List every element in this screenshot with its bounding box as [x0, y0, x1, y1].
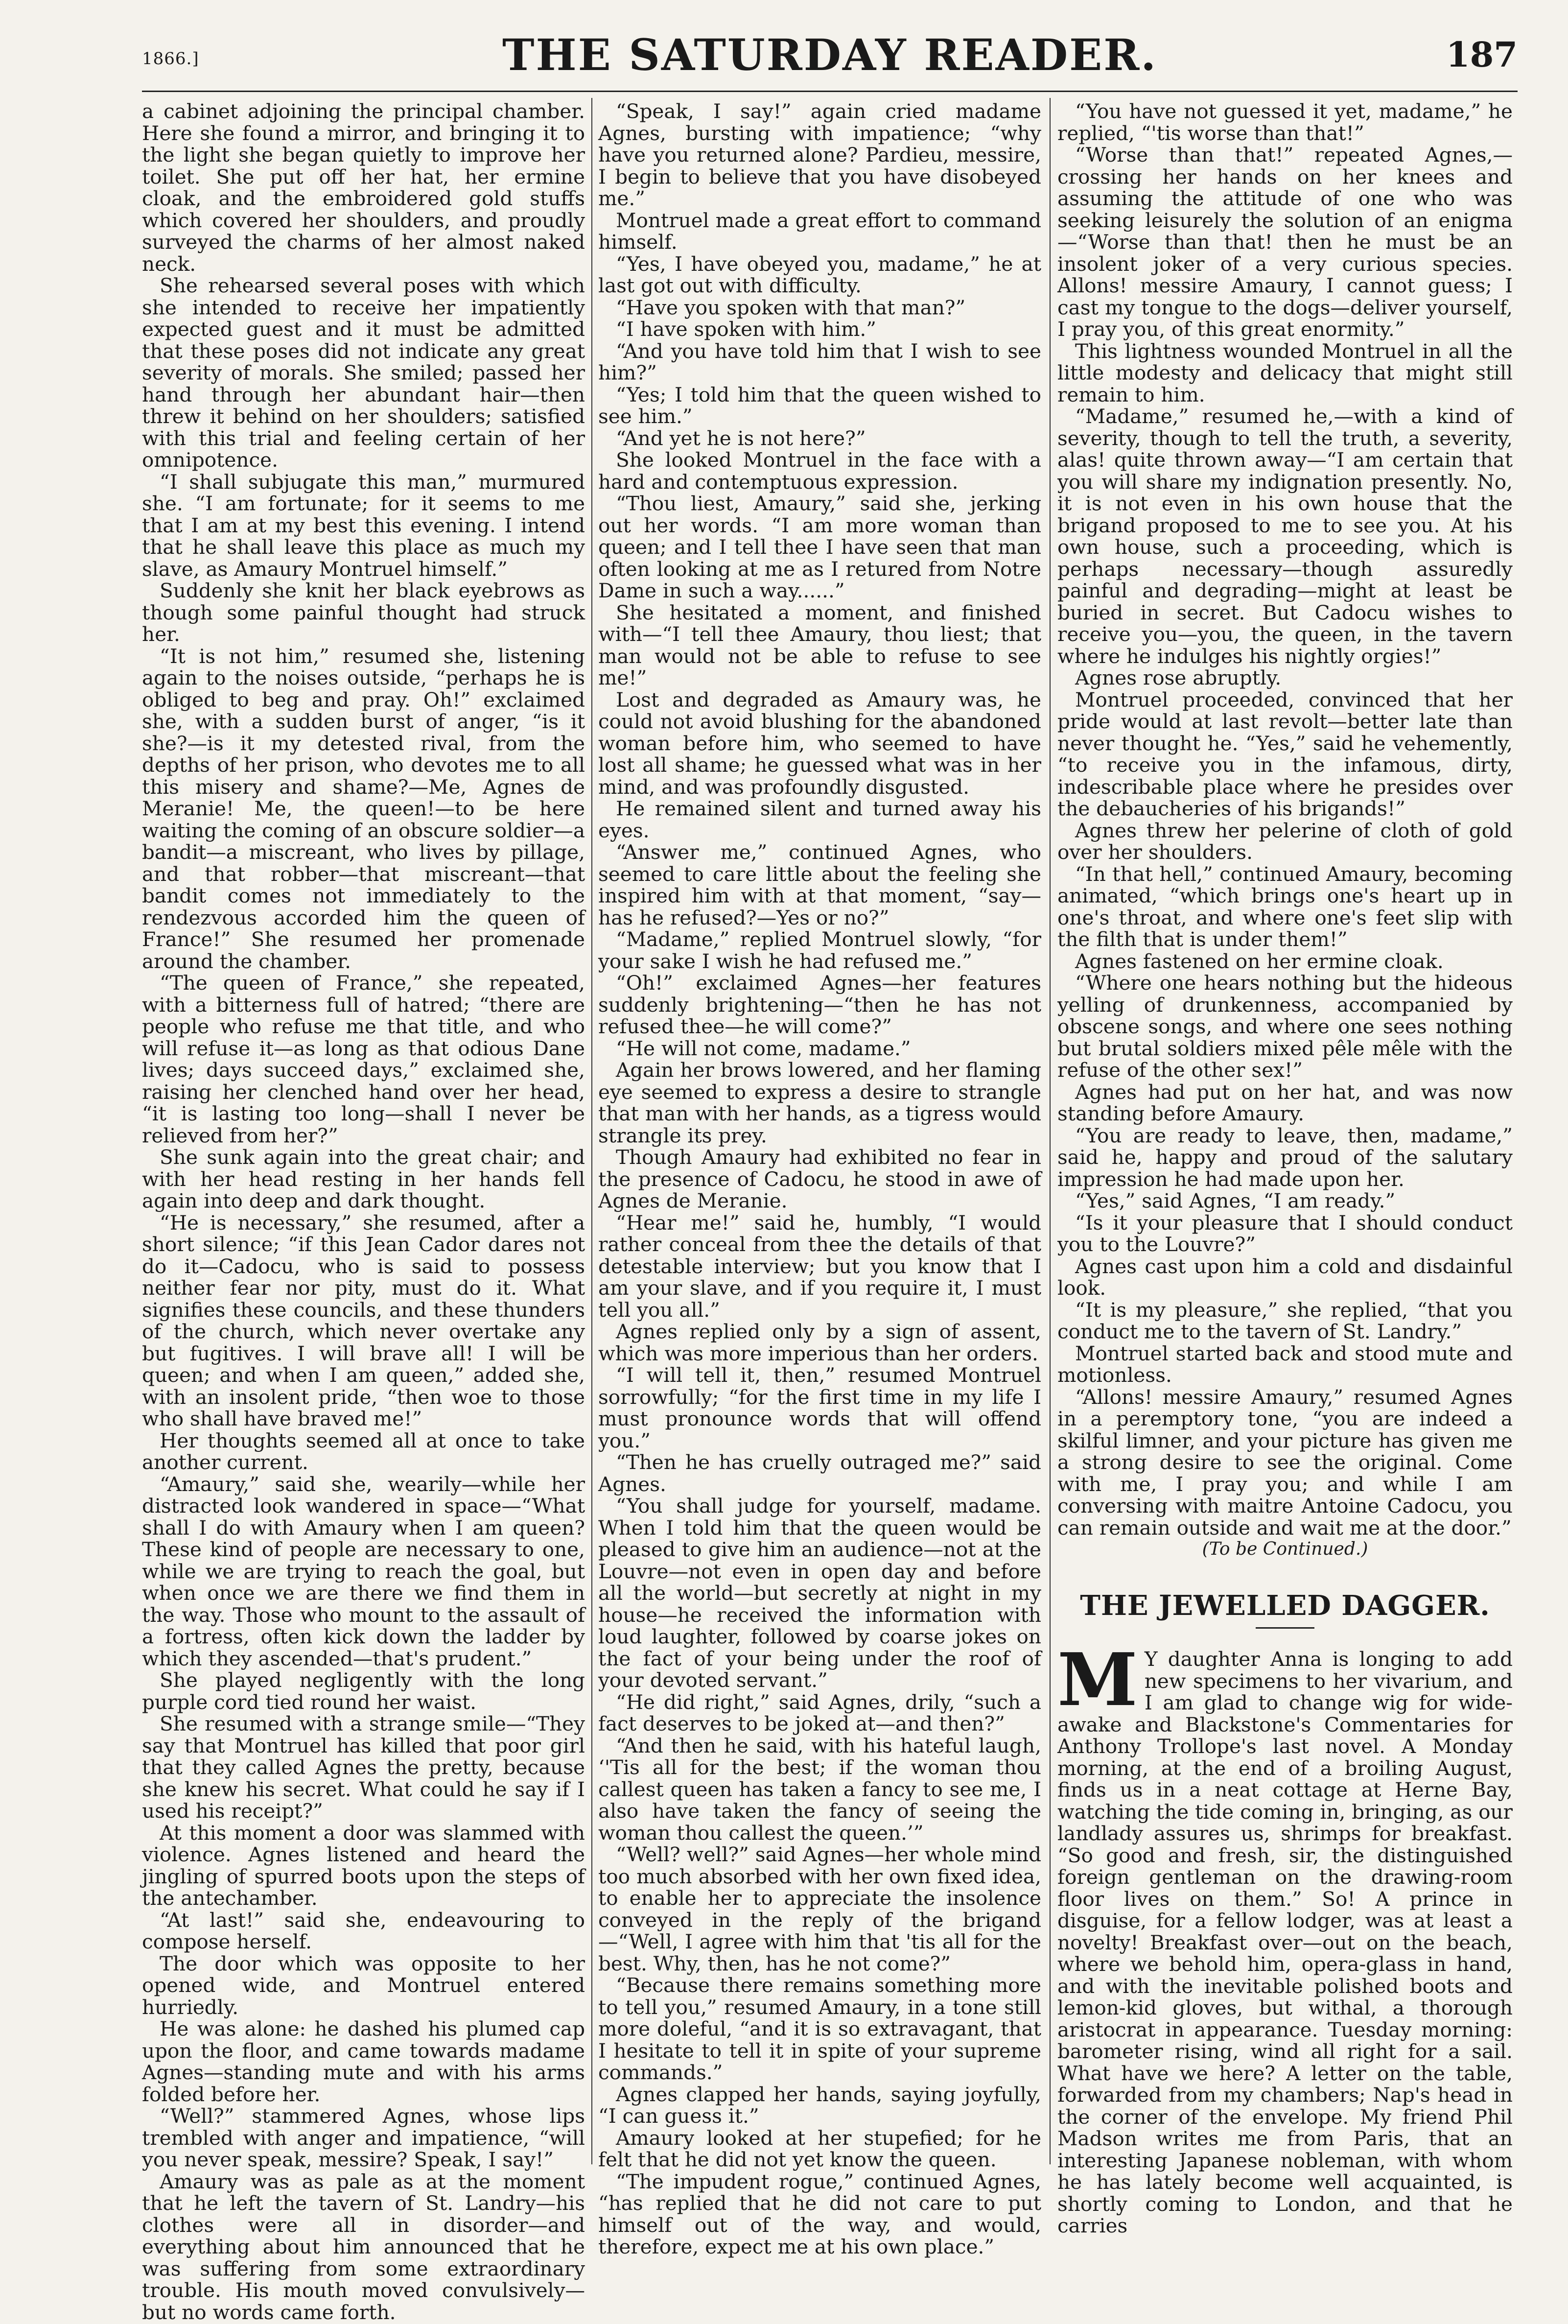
publication-title: THE SATURDAY READER. [502, 29, 1158, 80]
paragraph: “Yes,” said Agnes, “I am ready.” [1075, 1189, 1396, 1212]
paragraph: “Answer me,” continued Agnes, who seemed to care little about the feeling she inspired him with at that moment, “say—has he refused?—Yes or no?” [598, 840, 1041, 929]
column-divider [1050, 98, 1051, 2164]
paragraph: “And yet he is not here?” [616, 426, 866, 450]
paragraph: Though Amaury had exhibited no fear in the presence of Cadocu, he stood in awe of Agnes de Meranie. [598, 1145, 1041, 1212]
paragraph: “Amaury,” said she, wearily—while her distracted look wandered in space—“What shall I do with Amaury when I am queen? These kind of people are necessary to one, while we are trying to reach the goal, but when once we are there we find them in the way. Those who mount to the assault of a fortress, often kick down the ladder by which they ascended—that's prudent.” [142, 1472, 585, 1670]
paragraph: “Speak, I say!” again cried madame Agnes, bursting with impatience; “why have you returned alone? Pardieu, messire, I begin to believe that you have disobeyed me.” [598, 99, 1041, 210]
page-number: 187 [1446, 34, 1518, 75]
paragraph: Agnes fastened on her ermine cloak. [1075, 949, 1444, 973]
paragraph: “Is it your pleasure that I should conduct you to the Louvre?” [1057, 1210, 1513, 1256]
paragraph: “Allons! messire Amaury,” resumed Agnes in a peremptory tone, “you are indeed a skilful limner, and your picture has given me a strong desire to see the original. Come with me, I pray you; and while I am conversing with maitre Antoine Cadocu, you can remain outside and wait me at the door.” [1057, 1385, 1513, 1540]
paragraph: “Yes, I have obeyed you, madame,” he at last got out with difficulty. [598, 252, 1041, 297]
paragraph: “I will tell it, then,” resumed Montruel sorrowfully; “for the first time in my life I must pronounce words that will offend you.” [598, 1363, 1041, 1452]
paragraph: “Where one hears nothing but the hideous yelling of drunkenness, accompanied by obscene songs, and where one sees nothing but brutal soldiers mixed pêle mêle with the refuse of the other sex!” [1057, 971, 1513, 1082]
paragraph: Agnes clapped her hands, saying joyfully, “I can guess it.” [598, 2082, 1041, 2128]
paragraph: She looked Montruel in the face with a hard and contemptuous expression. [598, 448, 1041, 494]
paragraph: “Thou liest, Amaury,” said she, jerking out her words. “I am more woman than queen; and I tell thee I have seen that man often looking at me as I retured from Notre Dame in such a way......” [598, 492, 1041, 602]
paragraph: “In that hell,” continued Amaury, becoming animated, “which brings one's heart up in one's throat, and where one's feet slip with the filth that is under them!” [1057, 862, 1513, 951]
paragraph: He remained silent and turned away his eyes. [598, 797, 1041, 842]
paragraph: “He did right,” said Agnes, drily, “such a fact deserves to be joked at—and then?” [598, 1690, 1041, 1735]
paragraph: He was alone: he dashed his plumed cap upon the floor, and came towards madame Agnes—standing mute and with his arms folded before her. [142, 2017, 585, 2106]
paragraph: “You have not guessed it yet, madame,” he replied, “'tis worse than that!” [1057, 99, 1513, 145]
paragraph: “Hear me!” said he, humbly, “I would rather conceal from thee the details of that detestable interview; but you know that I am your slave, and if you require it, I must tell you all.” [598, 1210, 1041, 1322]
paragraph: Again her brows lowered, and her flaming eye seemed to express a desire to strangle that man with her hands, as a tigress would strangle its prey. [598, 1058, 1041, 1147]
paragraph: “Well?” stammered Agnes, whose lips trembled with anger and impatience, “will you never speak, messire? Speak, I say!” [142, 2104, 585, 2171]
paragraph: “At last!” said she, endeavouring to compose herself. [142, 1908, 585, 1953]
paragraph: Her thoughts seemed all at once to take another current. [142, 1428, 585, 1474]
column-3-story [1057, 100, 1513, 1539]
column-divider [591, 98, 592, 2164]
paragraph: Agnes threw her pelerine of cloth of gold over her shoulders. [1057, 818, 1513, 864]
paragraph: She sunk again into the great chair; and with her head resting in her hands fell again into deep and dark thought. [142, 1145, 585, 1212]
article-text: Y daughter Anna is longing to add new specimens to her vivarium, and I am glad to change wig for wide-awake and Blackstone's Commentaries for Anthony Trollope's last novel. A Monday morning, at the end of a broiling August, finds us in a neat cottage at Herne Bay, watching the tide coming in, bringing, as our landlady assures us, shrimps for breakfast. “So good and fresh, sir, the distinguished foreign gentleman on the drawing-room floor lives on them.” So! A prince in disguise, for a fellow lodger, was at least a novelty! Breakfast over—out on the beach, where we behold him, opera-glass in hand, and with the inevitable polished boots and lemon-kid gloves, but withal, a thorough aristocrat in appearance. Tuesday morning: barometer rising, wind all right for a sail. What have we here? A letter on the table, forwarded from my chambers; Nap's head in the corner of the envelope. My friend Phil Madson writes me from Paris, that an interesting Japanese nobleman, with whom he has lately become well acquainted, is shortly coming to London, and that he carries [1057, 1647, 1513, 2237]
paragraph: “It is my pleasure,” she replied, “that you conduct me to the tavern of St. Landry.” [1057, 1298, 1513, 1343]
header-rule [142, 91, 1518, 92]
column-2 [598, 99, 1041, 2258]
paragraph: “The queen of France,” she repeated, with a bitterness full of hatred; “there are people who refuse me that title, and who will refuse it—as long as that odious Dane lives; days succeed days,” exclaimed she, raising her clenched hand over her head, “it is lasting too long—shall I never be relieved from her?” [142, 971, 585, 1147]
paragraph: She hesitated a moment, and finished with—“I tell thee Amaury, thou liest; that man would not be able to refuse to see me!” [598, 600, 1041, 689]
paragraph: “He is necessary,” she resumed, after a short silence; “if this Jean Cador dares not do it—Cadocu, who is said to possess neither fear nor pity, must do it. What signifies these councils, and these thunders of the church, which never overtake any but fugitives. I will brave all! I will be queen; and when I am queen,” added she, with an insolent pride, “then woe to those who shall have braved me!” [142, 1210, 585, 1430]
paragraph: “Worse than that!” repeated Agnes,—crossing her hands on her knees and assuming the attitude of one who was seeking leisurely the solution of an enigma—“Worse than that! then he must be an insolent joker of a very curious species. Allons! messire Amaury, I cannot guess; I cast my tongue to the dogs—deliver yourself, I pray you, of this great enormity.” [1057, 143, 1513, 341]
paragraph: Suddenly she knit her black eyebrows as though some painful thought had struck her. [142, 579, 585, 646]
title-rule [1256, 1627, 1314, 1629]
to-be-continued: (To be Continued.) [1202, 1539, 1368, 1559]
paragraph: a cabinet adjoining the principal chamber. Here she found a mirror, and bringing it to the light she began quietly to improve her toilet. She put off her hat, her ermine cloak, and the embroidered gold stuffs which covered her shoulders, and proudly surveyed the charms of her almost naked neck. [142, 99, 585, 276]
paragraph: “Yes; I told him that the queen wished to see him.” [598, 382, 1041, 428]
paragraph: “And you have told him that I wish to see him?” [598, 339, 1041, 384]
column-3 [1057, 99, 1513, 2237]
paragraph: “Oh!” exclaimed Agnes—her features suddenly brightening—“then he has not refused thee—he will come?” [598, 971, 1041, 1038]
paragraph: Agnes rose abruptly. [1075, 666, 1282, 689]
paragraph: “Have you spoken with that man?” [616, 295, 966, 319]
paragraph: “Madame,” replied Montruel slowly, “for your sake I wish he had refused me.” [598, 927, 1041, 973]
article-title: THE JEWELLED DAGGER. [1080, 1589, 1490, 1622]
paragraph: “The impudent rogue,” continued Agnes, “has replied that he did not care to put himself out of the way, and would, therefore, expect me at his own place.” [598, 2169, 1041, 2258]
paragraph: Montruel proceeded, convinced that her pride would at last revolt—better late than never thought he. “Yes,” said he vehemently, “to receive you in the infamous, dirty, indescribable place where he presides over the debaucheries of his brigands!” [1057, 688, 1513, 820]
paragraph: “Then he has cruelly outraged me?” said Agnes. [598, 1450, 1041, 1496]
paragraph: Amaury was as pale as at the moment that he left the tavern of St. Landry—his clothes were all in disorder—and everything about him announced that he was suffering from some extraordinary trouble. His mouth moved convulsively—but no words came forth. [142, 2169, 585, 2324]
paragraph: Amaury looked at her stupefied; for he felt that he did not yet know the queen. [598, 2126, 1041, 2171]
paragraph: Lost and degraded as Amaury was, he could not avoid blushing for the abandoned woman before him, who seemed to have lost all shame; he guessed what was in her mind, and was profoundly disgusted. [598, 688, 1041, 799]
paragraph: “It is not him,” resumed she, listening again to the noises outside, “perhaps he is obliged to beg and pray. Oh!” exclaimed she, with a sudden burst of anger, “is it she?—is it my detested rival, from the depths of her prison, who devotes me to all this misery and shame?—Me, Agnes de Meranie! Me, the queen!—to be here waiting the coming of an obscure soldier—a bandit—a miscreant, who lives by pillage, and that robber—that miscreant—that bandit comes not immediately to the rendezvous accorded him the queen of France!” She resumed her promenade around the chamber. [142, 644, 585, 973]
paragraph: “Well? well?” said Agnes—her whole mind too much absorbed with her own fixed idea, to enable her to appreciate the insolence conveyed in the reply of the brigand—“Well, I agree with him that 'tis all for the best. Why, then, has he not come?” [598, 1843, 1041, 1975]
paragraph: “You are ready to leave, then, madame,” said he, happy and proud of the salutary impression he had made upon her. [1057, 1123, 1513, 1191]
paragraph: She resumed with a strange smile—“They say that Montruel has killed that poor girl that they called Agnes the pretty, because she knew his secret. What could he say if I used his receipt?” [142, 1712, 585, 1823]
paragraph: “I shall subjugate this man,” murmured she. “I am fortunate; for it seems to me that I am at my best this evening. I intend that he shall leave this place as much my slave, as Amaury Montruel himself.” [142, 470, 585, 581]
paragraph: This lightness wounded Montruel in all the little modesty and delicacy that might still remain to him. [1057, 339, 1513, 406]
paragraph: “Because there remains something more to tell you,” resumed Amaury, in a tone still more doleful, “and it is so extravagant, that I hesitate to tell it in spite of your supreme commands.” [598, 1973, 1041, 2084]
paragraph: Agnes cast upon him a cold and disdainful look. [1057, 1254, 1513, 1300]
issue-year: 1866.] [142, 49, 199, 69]
paragraph: Montruel started back and stood mute and motionless. [1057, 1341, 1513, 1387]
masthead [142, 29, 1518, 88]
paragraph: “I have spoken with him.” [616, 317, 876, 341]
paragraph: Agnes replied only by a sign of assent, which was more imperious than her orders. [598, 1320, 1041, 1365]
paragraph: “He will not come, madame.” [616, 1036, 911, 1060]
paragraph: “And then he said, with his hateful laugh, ‘'Tis all for the best; if the woman thou callest queen has taken a fancy to see me, I also have taken the fancy of seeing the woman thou callest the queen.’” [598, 1733, 1041, 1845]
paragraph: She played negligently with the long purple cord tied round her waist. [142, 1668, 585, 1714]
drop-cap: M [1057, 1637, 1138, 1722]
paragraph: Agnes had put on her hat, and was now standing before Amaury. [1057, 1080, 1513, 1125]
paragraph: “Madame,” resumed he,—with a kind of severity, though to tell the truth, a severity, alas! quite thrown away—“I am certain that you will share my indignation presently. No, it is not even in his own house that the brigand proposed to me to see you. At his own house, such a proceeding, which is perhaps necessary—though assuredly painful and degrading—might at least be buried in secret. But Cadocu wishes to receive you—you, the queen, in the tavern where he indulges his nightly orgies!” [1057, 404, 1513, 668]
article-first-paragraph [1057, 1637, 1513, 2237]
paragraph: At this moment a door was slammed with violence. Agnes listened and heard the jingling of spurred boots upon the steps of the antechamber. [142, 1821, 585, 1910]
paragraph: She rehearsed several poses with which she intended to receive her impatiently expected guest and it must be admitted that these poses did not indicate any great severity of morals. She smiled; passed her hand through her abundant hair—then threw it behind on her shoulders; satisfied with this trial and feeling certain of her omnipotence. [142, 274, 585, 472]
column-1 [142, 99, 585, 2324]
paragraph: “You shall judge for yourself, madame. When I told him that the queen would be pleased to give him an audience—not at the Louvre—not even in open day and before all the world—but secretly at night in my house—he received the information with loud laughter, followed by coarse jokes on the fact of your being under the roof of your devoted servant.” [598, 1494, 1041, 1692]
paragraph: The door which was opposite to her opened wide, and Montruel entered hurriedly. [142, 1951, 585, 2019]
paragraph: Montruel made a great effort to command himself. [598, 208, 1041, 254]
